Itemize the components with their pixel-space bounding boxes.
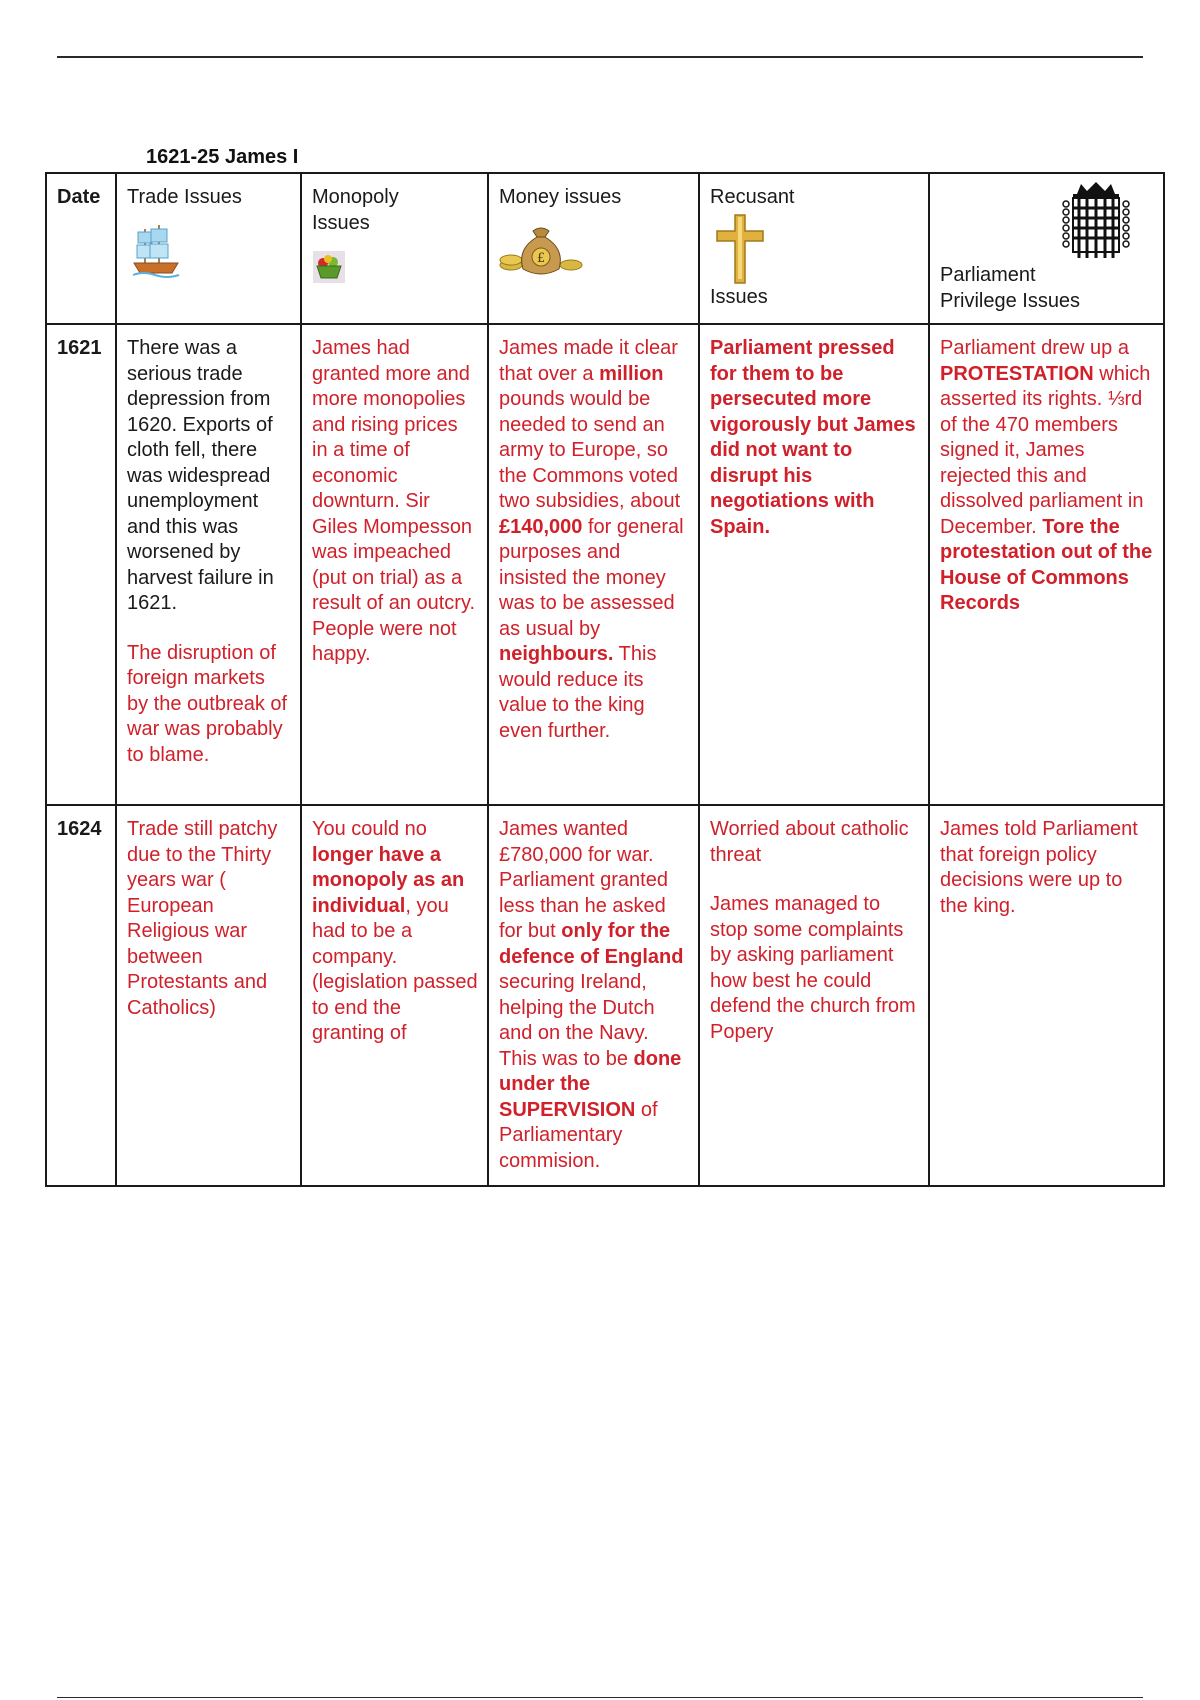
money-text: for general purposes and insisted the money was to be assessed as usual by — [499, 515, 684, 640]
header-recusant — [699, 173, 929, 324]
cell-monopoly-1621: James had granted more and more monopolies and rising prices in a time of economic downturn. Sir Giles Mompesson was impeached (put on trial) as a result of an outcry. People were not happy. — [301, 324, 488, 805]
portcullis-icon — [1059, 182, 1133, 266]
header-row — [46, 173, 1164, 324]
cell-money-1624 — [488, 805, 699, 1186]
trade-text-red: The disruption of foreign markets by the outbreak of war was probably to blame. — [127, 641, 288, 766]
issues-table — [45, 172, 1165, 1187]
header-recusant-label-1: Recusant — [710, 186, 795, 208]
cell-parliament-1624: James told Parliament that foreign policy decisions were up to the king. — [929, 805, 1164, 1186]
row-date: 1624 — [46, 805, 116, 1186]
money-text: of Parliamentary commision. — [499, 1098, 658, 1172]
header-parliament-label-1: Parliament — [940, 264, 1036, 286]
money-text: James wanted £780,000 for war. Parliament granted less than he asked for but — [499, 818, 668, 942]
money-text: James made it clear that over a — [499, 337, 678, 385]
parliament-text: Parliament drew up a — [940, 337, 1129, 359]
money-text: pounds would be needed to send an army to Europe, so the Commons voted two subsidies, about — [499, 388, 681, 512]
monopoly-text: You could no — [312, 818, 427, 840]
cell-trade-1621 — [116, 324, 301, 805]
parliament-text: which asserted its rights. ⅓rd of the 470 members signed it, James rejected this and dissolved parliament in December. — [940, 362, 1151, 538]
cell-monopoly-1624 — [301, 805, 488, 1186]
monopoly-bold: longer have a monopoly as an individual — [312, 843, 465, 917]
cell-money-1621 — [488, 324, 699, 805]
recusant-text: James managed to stop some complaints by asking parliament how best he could defend the church from Popery — [710, 893, 916, 1043]
header-monopoly-label-2: Issues — [312, 211, 370, 234]
header-date: Date — [46, 173, 116, 324]
table-row-1624 — [46, 805, 1164, 1186]
header-trade — [116, 173, 301, 324]
money-bag-icon — [499, 219, 583, 283]
top-rule — [57, 56, 1143, 58]
recusant-bold: Parliament pressed for them to be persecuted more vigorously but James did not want to disrupt his negotiations with Spain. — [710, 337, 916, 538]
recusant-text: Worried about catholic threat — [710, 818, 909, 866]
money-bold: million — [599, 362, 664, 385]
header-trade-label: Trade Issues — [127, 186, 242, 208]
svg-text:£: £ — [536, 250, 546, 266]
parliament-bold: Tore the protestation out of the House of Commons Records — [940, 515, 1153, 614]
bottom-rule — [57, 1697, 1143, 1698]
parliament-bold: PROTESTATION — [940, 362, 1094, 385]
row-date: 1621 — [46, 324, 116, 805]
monopoly-text: , you had to be a company. (legislation passed to end the granting of — [312, 894, 478, 1044]
cross-icon — [714, 213, 766, 285]
money-bold: neighbours. — [499, 643, 614, 665]
header-money-label: Money issues — [499, 186, 622, 208]
money-bold: only for the defence of England — [499, 920, 684, 968]
page-title: 1621-25 James I — [146, 146, 299, 168]
cell-trade-1624: Trade still patchy due to the Thirty years war ( European Religious war between Protestants and Catholics) — [116, 805, 301, 1186]
header-monopoly — [301, 173, 488, 324]
fruit-basket-icon — [312, 250, 346, 284]
money-bold: done under the SUPERVISION — [499, 1047, 682, 1121]
header-parliament-label-2: Privilege Issues — [940, 289, 1081, 312]
header-money — [488, 173, 699, 324]
ship-icon — [131, 223, 181, 283]
money-text: securing Ireland, helping the Dutch and on the Navy. This was to be — [499, 971, 655, 1070]
cell-recusant-1621 — [699, 324, 929, 805]
money-bold: £140,000 — [499, 515, 583, 538]
cell-recusant-1624 — [699, 805, 929, 1186]
header-monopoly-label-1: Monopoly — [312, 186, 399, 208]
header-recusant-label-2: Issues — [710, 285, 768, 308]
cell-parliament-1621 — [929, 324, 1164, 805]
table-row-1621 — [46, 324, 1164, 805]
header-parliament — [929, 173, 1164, 324]
trade-text-black: There was a serious trade depression from 1620. Exports of cloth fell, there was widespread unemployment and this was worsened by harvest failure in 1621. — [127, 337, 274, 614]
money-text: This would reduce its value to the king even further. — [499, 643, 657, 742]
